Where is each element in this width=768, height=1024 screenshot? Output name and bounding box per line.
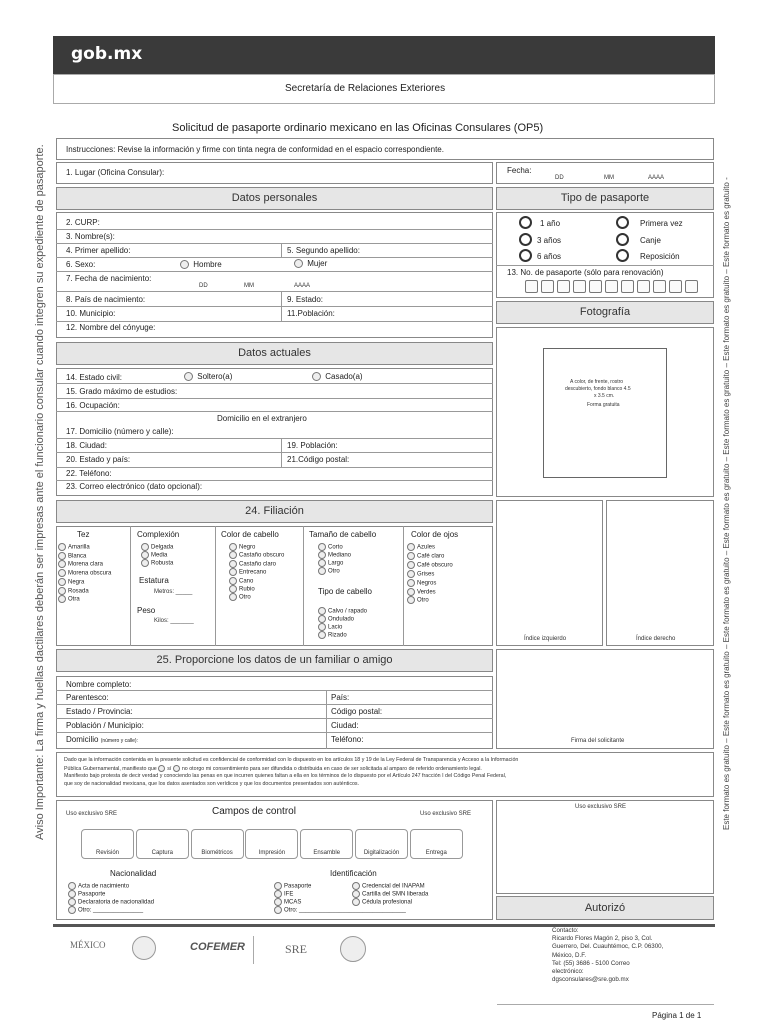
sexo-hombre[interactable]: Hombre xyxy=(180,260,222,269)
tipo-cabello-option[interactable]: Lacio xyxy=(318,623,342,632)
control-tab-5[interactable]: Digitalización xyxy=(355,829,408,859)
estatura-metros[interactable]: Metros: _____ xyxy=(154,589,193,595)
numero-pasaporte-cell[interactable] xyxy=(541,280,554,293)
complexion-title: Complexión xyxy=(137,530,180,539)
municipio-label: 10. Municipio: xyxy=(66,309,116,318)
curp-label: 2. CURP: xyxy=(66,218,100,227)
fecha-mm: MM xyxy=(604,175,614,181)
color-cabello-option[interactable]: Castaño obscuro xyxy=(229,551,284,560)
sre-logo: SRE xyxy=(285,942,308,956)
control-tab-3[interactable]: Impresión xyxy=(245,829,298,859)
radio-circle-icon[interactable] xyxy=(58,569,66,577)
radio-circle-icon[interactable] xyxy=(318,607,326,615)
radio-circle-icon[interactable] xyxy=(274,906,282,914)
nacionalidad-title: Nacionalidad xyxy=(110,869,157,878)
radio-circle-icon[interactable] xyxy=(352,898,360,906)
correo-label: 23. Correo electrónico (dato opcional): xyxy=(66,482,203,491)
control-tab-1[interactable]: Captura xyxy=(136,829,189,859)
numero-pasaporte-cell[interactable] xyxy=(605,280,618,293)
color-cabello-option[interactable]: Rubio xyxy=(229,585,255,594)
numero-pasaporte-cell[interactable] xyxy=(525,280,538,293)
radio-circle-icon[interactable] xyxy=(68,882,76,890)
radio-circle-icon[interactable] xyxy=(318,623,326,631)
radio-circle-icon[interactable] xyxy=(318,551,326,559)
complexion-option[interactable]: Robusta xyxy=(141,559,173,568)
mexico-logo: MÉXICO xyxy=(70,940,106,950)
color-ojos-option[interactable]: Negros xyxy=(407,579,436,588)
radio-circle-icon[interactable] xyxy=(68,890,76,898)
control-tab-0[interactable]: Revisión xyxy=(81,829,134,859)
color-ojos-option[interactable]: Azules xyxy=(407,543,435,552)
familiar-estado: Estado / Provincia: xyxy=(66,707,133,716)
tez-option[interactable]: Morena clara xyxy=(58,560,103,569)
sexo-label: 6. Sexo: xyxy=(66,260,96,269)
radio-canje[interactable] xyxy=(616,233,629,246)
radio-reposicion[interactable] xyxy=(616,249,629,262)
tez-option[interactable]: Blanca xyxy=(58,552,86,561)
familiar-domicilio: Domicilio (número y calle): xyxy=(66,735,138,744)
color-ojos-title: Color de ojos xyxy=(411,530,459,539)
numero-pasaporte-cell[interactable] xyxy=(557,280,570,293)
nacionalidad-option[interactable]: Declaratoria de nacionalidad xyxy=(68,898,154,907)
legal-p4: Manifiesto bajo protesta de decir verdad y conociendo las penas en que incurren quienes faltan a ella en los términos de lo dispuesto por el Artículo 247 fracción I del Código Penal Federal, xyxy=(64,773,507,779)
familiar-ciudad: Ciudad: xyxy=(331,721,359,730)
contacto-line: Tel: (55) 3686 - 5100 Correo xyxy=(552,959,630,967)
radio-circle-icon[interactable] xyxy=(229,593,237,601)
segundo-apellido-label: 5. Segundo apellido: xyxy=(287,246,360,255)
tipo-cabello-option[interactable]: Ondulado xyxy=(318,615,354,624)
domicilio-label: 17. Domicilio (número y calle): xyxy=(66,427,174,436)
form-title: Solicitud de pasaporte ordinario mexicano en las Oficinas Consulares (OP5) xyxy=(172,122,544,134)
radio-circle-icon[interactable] xyxy=(229,551,237,559)
radio-circle-icon[interactable] xyxy=(407,588,415,596)
label-6-anos: 6 años xyxy=(537,252,562,261)
legal-p5: que soy de nacionalidad mexicana, que los datos asentados son verídicos y que los documentos presentados son auténticos. xyxy=(64,781,360,787)
familiar-poblacion: Población / Municipio: xyxy=(66,721,144,730)
domicilio-extranjero: Domicilio en el extranjero xyxy=(217,414,307,423)
nac-aaaa: AAAA xyxy=(294,283,311,289)
color-ojos-option[interactable]: Grises xyxy=(407,570,434,579)
numero-pasaporte-cell[interactable] xyxy=(573,280,586,293)
radio-primera-vez[interactable] xyxy=(616,216,629,229)
foto-desc-1: A color, de frente, rostro xyxy=(570,379,624,385)
sre-seal-icon xyxy=(340,936,366,962)
numero-pasaporte-cell[interactable] xyxy=(621,280,634,293)
fecha-aaaa: AAAA xyxy=(648,175,665,181)
filiacion-header: 24. Filiación xyxy=(56,500,493,523)
tez-option[interactable]: Amarilla xyxy=(58,543,90,552)
color-cabello-title: Color de cabello xyxy=(221,530,279,539)
radio-circle-icon[interactable] xyxy=(58,578,66,586)
tipo-cabello-title: Tipo de cabello xyxy=(318,587,372,596)
color-ojos-option[interactable]: Café obscuro xyxy=(407,561,453,570)
nacionalidad-option[interactable]: Acta de nacimiento xyxy=(68,882,129,891)
pais-nacimiento-label: 8. País de nacimiento: xyxy=(66,295,146,304)
sexo-mujer[interactable]: Mujer xyxy=(294,259,327,268)
tez-title: Tez xyxy=(77,530,90,539)
label-3-anos: 3 años xyxy=(537,236,562,245)
fotografia-header: Fotografía xyxy=(496,301,714,324)
tipo-cabello-option[interactable]: Rizado xyxy=(318,631,347,640)
tipo-pasaporte-header: Tipo de pasaporte xyxy=(496,187,714,210)
indice-derecho-box xyxy=(606,500,714,646)
uso-sre-box xyxy=(496,800,714,894)
instructions-text: Instrucciones: Revise la información y firme con tinta negra de conformidad en el espacio correspondiente. xyxy=(66,145,444,154)
radio-circle-icon[interactable] xyxy=(407,596,415,604)
radio-1-ano[interactable] xyxy=(519,216,532,229)
estado-pais-label: 20. Estado y país: xyxy=(66,455,131,464)
radio-circle-icon[interactable] xyxy=(407,552,415,560)
identificacion2-option[interactable]: Credencial del INAPAM xyxy=(352,882,425,891)
civil-soltero[interactable]: Soltero(a) xyxy=(184,372,232,381)
label-canje: Canje xyxy=(640,236,661,245)
codigo-postal-label: 21.Código postal: xyxy=(287,455,350,464)
tez-option[interactable]: Morena obscura xyxy=(58,569,111,578)
radio-circle-icon[interactable] xyxy=(274,898,282,906)
radio-circle-icon[interactable] xyxy=(58,560,66,568)
familiar-cp: Código postal: xyxy=(331,707,383,716)
identificacion-option[interactable]: MCAS xyxy=(274,898,301,907)
radio-3-anos[interactable] xyxy=(519,233,532,246)
complexion-option[interactable]: Delgada xyxy=(141,543,173,552)
label-1-ano: 1 año xyxy=(540,219,561,228)
tipo-cabello-option[interactable]: Calvo / rapado xyxy=(318,607,367,616)
radio-circle-icon[interactable] xyxy=(318,615,326,623)
color-ojos-option[interactable]: Verdes xyxy=(407,588,436,597)
radio-circle-icon[interactable] xyxy=(58,595,66,603)
color-ojos-option[interactable]: Café claro xyxy=(407,552,444,561)
label-reposicion: Reposición xyxy=(640,252,680,261)
radio-circle-icon[interactable] xyxy=(141,551,149,559)
radio-6-anos[interactable] xyxy=(519,249,532,262)
nacimiento-label: 7. Fecha de nacimiento: xyxy=(66,274,152,283)
color-cabello-option[interactable]: Entrecano xyxy=(229,568,266,577)
contacto-line: dgsconsulares@sre.gob.mx xyxy=(552,976,629,984)
campos-control-title: Campos de control xyxy=(212,806,296,817)
secretaria-title: Secretaría de Relaciones Exteriores xyxy=(285,83,446,94)
formato-gratuito: Este formato es gratuito – Este formato es gratuito – Este formato es gratuito – Este formato es gratuito – Este formato es gratuito – Este formato es gratuito – Este formato es gratuito - xyxy=(722,177,731,830)
familiar-nombre: Nombre completo: xyxy=(66,680,132,689)
uso-sre-right: Uso exclusivo SRE xyxy=(420,811,472,817)
radio-circle-icon[interactable] xyxy=(229,577,237,585)
legal-p1: Dado que la información contenida en la presente solicitud es confidencial de conformidad con lo dispuesto en los artículos 18 y 19 de la Ley Federal de Transparencia y Acceso a la Información xyxy=(64,757,519,763)
primer-apellido-label: 4. Primer apellido: xyxy=(66,246,131,255)
control-tab-6[interactable]: Entrega xyxy=(410,829,463,859)
foto-gratuita: Forma gratuita xyxy=(587,402,620,408)
familiar-telefono: Teléfono: xyxy=(331,735,364,744)
identificacion-option[interactable]: Pasaporte xyxy=(274,882,311,891)
tez-option[interactable]: Rosada xyxy=(58,587,89,596)
radio-circle-icon[interactable] xyxy=(229,543,237,551)
identificacion2-option[interactable]: Cédula profesional xyxy=(352,898,412,907)
radio-circle-icon[interactable] xyxy=(58,552,66,560)
ocupacion-label: 16. Ocupación: xyxy=(66,401,120,410)
footer-divider xyxy=(253,936,254,964)
indice-izquierdo-label: Índice izquierdo xyxy=(524,636,567,642)
color-cabello-option[interactable]: Castaño claro xyxy=(229,560,276,569)
numero-pasaporte-cell[interactable] xyxy=(589,280,602,293)
peso-title: Peso xyxy=(137,606,156,615)
radio-circle-icon[interactable] xyxy=(68,906,76,914)
peso-kilos[interactable]: Kilos: _______ xyxy=(154,618,194,624)
nacionalidad-option[interactable]: Otro: _______________ xyxy=(68,906,143,915)
control-tab-4[interactable]: Ensamble xyxy=(300,829,353,859)
radio-circle-icon[interactable] xyxy=(407,543,415,551)
tez-option[interactable]: Negra xyxy=(58,578,84,587)
radio-circle-icon[interactable] xyxy=(407,579,415,587)
tamano-cabello-option[interactable]: Largo xyxy=(318,559,343,568)
foto-desc-3: x 3.5 cm. xyxy=(594,393,615,399)
nombres-label: 3. Nombre(s): xyxy=(66,232,115,241)
datos-personales-header: Datos personales xyxy=(56,187,493,210)
estado-civil-label: 14. Estado civil: xyxy=(66,373,123,382)
legal-p2: Pública Gubernamental, manifiesto que sí no otorgo mi consentimiento para ser difundida o distribuida en caso de ser solicitada al amparo de referido ordenamiento legal. xyxy=(64,765,482,772)
radio-circle-icon[interactable] xyxy=(274,882,282,890)
cofemer-logo: COFEMER xyxy=(190,941,245,953)
civil-casado[interactable]: Casado(a) xyxy=(312,372,363,381)
identificacion2-option[interactable]: Cartilla del SMN liberada xyxy=(352,890,428,899)
radio-circle-icon[interactable] xyxy=(68,898,76,906)
mexico-seal-icon xyxy=(132,936,156,960)
gobmx-logo: gob.mx xyxy=(53,36,715,74)
familiar-parentesco: Parentesco: xyxy=(66,693,109,702)
contacto-line: Contacto: xyxy=(552,927,579,934)
nacionalidad-option[interactable]: Pasaporte xyxy=(68,890,105,899)
radio-circle-icon[interactable] xyxy=(318,567,326,575)
uso-sre-left: Uso exclusivo SRE xyxy=(66,811,118,817)
identificacion-title: Identificación xyxy=(330,869,377,878)
radio-circle-icon[interactable] xyxy=(274,890,282,898)
radio-circle-icon[interactable] xyxy=(318,631,326,639)
uso-sre-box-label: Uso exclusivo SRE xyxy=(575,804,627,810)
fecha-label: Fecha: xyxy=(507,166,532,175)
identificacion-option[interactable]: IFE xyxy=(274,890,293,899)
radio-circle-icon[interactable] xyxy=(318,543,326,551)
numero-pasaporte-cell[interactable] xyxy=(653,280,666,293)
color-cabello-option[interactable]: Otro xyxy=(229,593,251,602)
radio-circle-icon[interactable] xyxy=(407,561,415,569)
estatura-title: Estatura xyxy=(139,576,169,585)
datos-actuales-header: Datos actuales xyxy=(56,342,493,365)
foto-frame xyxy=(543,348,667,478)
radio-circle-icon[interactable] xyxy=(229,560,237,568)
ciudad-label: 18. Ciudad: xyxy=(66,441,107,450)
color-cabello-option[interactable]: Cano xyxy=(229,577,253,586)
tez-option[interactable]: Otra xyxy=(58,595,80,604)
control-tab-2[interactable]: Biométricos xyxy=(191,829,244,859)
estado-label: 9. Estado: xyxy=(287,295,324,304)
nac-dd: DD xyxy=(199,283,208,289)
label-primera-vez: Primera vez xyxy=(640,219,683,228)
color-ojos-option[interactable]: Otro xyxy=(407,596,429,605)
indice-derecho-label: Índice derecho xyxy=(636,636,676,642)
aviso-importante: Aviso Importante: La firma y huellas dactilares deberán ser impresas ante el funcionario consular cuando integren su expediente de pasaporte. xyxy=(34,144,46,840)
contacto-line: Ricardo Flores Magón 2, piso 3, Col. xyxy=(552,935,653,943)
familiar-pais: País: xyxy=(331,693,350,702)
tamano-cabello-option[interactable]: Corto xyxy=(318,543,343,552)
tamano-cabello-title: Tamaño de cabello xyxy=(309,530,377,539)
radio-circle-icon[interactable] xyxy=(318,559,326,567)
contacto-line: Guerrero, Del. Cuauhtémoc, C.P. 06300, xyxy=(552,943,664,951)
tamano-cabello-option[interactable]: Mediano xyxy=(318,551,351,560)
radio-circle-icon[interactable] xyxy=(58,543,66,551)
nac-mm: MM xyxy=(244,283,254,289)
numero-pasaporte-cell[interactable] xyxy=(669,280,682,293)
poblacion-label: 11.Población: xyxy=(287,309,335,318)
radio-circle-icon[interactable] xyxy=(352,890,360,898)
familiar-header: 25. Proporcione los datos de un familiar o amigo xyxy=(56,649,493,672)
foto-desc-2: descubierto, fondo blanco 4.5 xyxy=(565,386,631,392)
grado-label: 15. Grado máximo de estudios: xyxy=(66,387,178,396)
numero-pasaporte-label: 13. No. de pasaporte (sólo para renovación) xyxy=(507,268,664,277)
contacto-line: México, D.F. xyxy=(552,951,587,959)
radio-circle-icon[interactable] xyxy=(229,568,237,576)
pagina-label: Página 1 de 1 xyxy=(652,1011,702,1020)
radio-circle-icon[interactable] xyxy=(141,559,149,567)
tamano-cabello-option[interactable]: Otro xyxy=(318,567,340,576)
numero-pasaporte-cell[interactable] xyxy=(637,280,650,293)
complexion-option[interactable]: Media xyxy=(141,551,167,560)
radio-circle-icon[interactable] xyxy=(352,882,360,890)
radio-circle-icon[interactable] xyxy=(407,570,415,578)
fecha-dd: DD xyxy=(555,175,564,181)
numero-pasaporte-cell[interactable] xyxy=(685,280,698,293)
lugar-label: 1. Lugar (Oficina Consular): xyxy=(66,168,165,177)
telefono-label: 22. Teléfono: xyxy=(66,469,112,478)
contacto-line: electrónico: xyxy=(552,968,584,975)
color-cabello-option[interactable]: Negro xyxy=(229,543,255,552)
firma-solicitante-box[interactable] xyxy=(496,649,714,749)
radio-circle-icon[interactable] xyxy=(58,587,66,595)
conyuge-label: 12. Nombre del cónyuge: xyxy=(66,323,156,332)
indice-izquierdo-box xyxy=(496,500,603,646)
identificacion-option[interactable]: Otro: ________________________________ xyxy=(274,906,406,915)
poblacion-actual-label: 19. Población: xyxy=(287,441,338,450)
radio-circle-icon[interactable] xyxy=(229,585,237,593)
radio-circle-icon[interactable] xyxy=(141,543,149,551)
firma-solicitante-label: Firma del solicitante xyxy=(571,738,625,744)
autorizo-bar: Autorizó xyxy=(496,896,714,920)
